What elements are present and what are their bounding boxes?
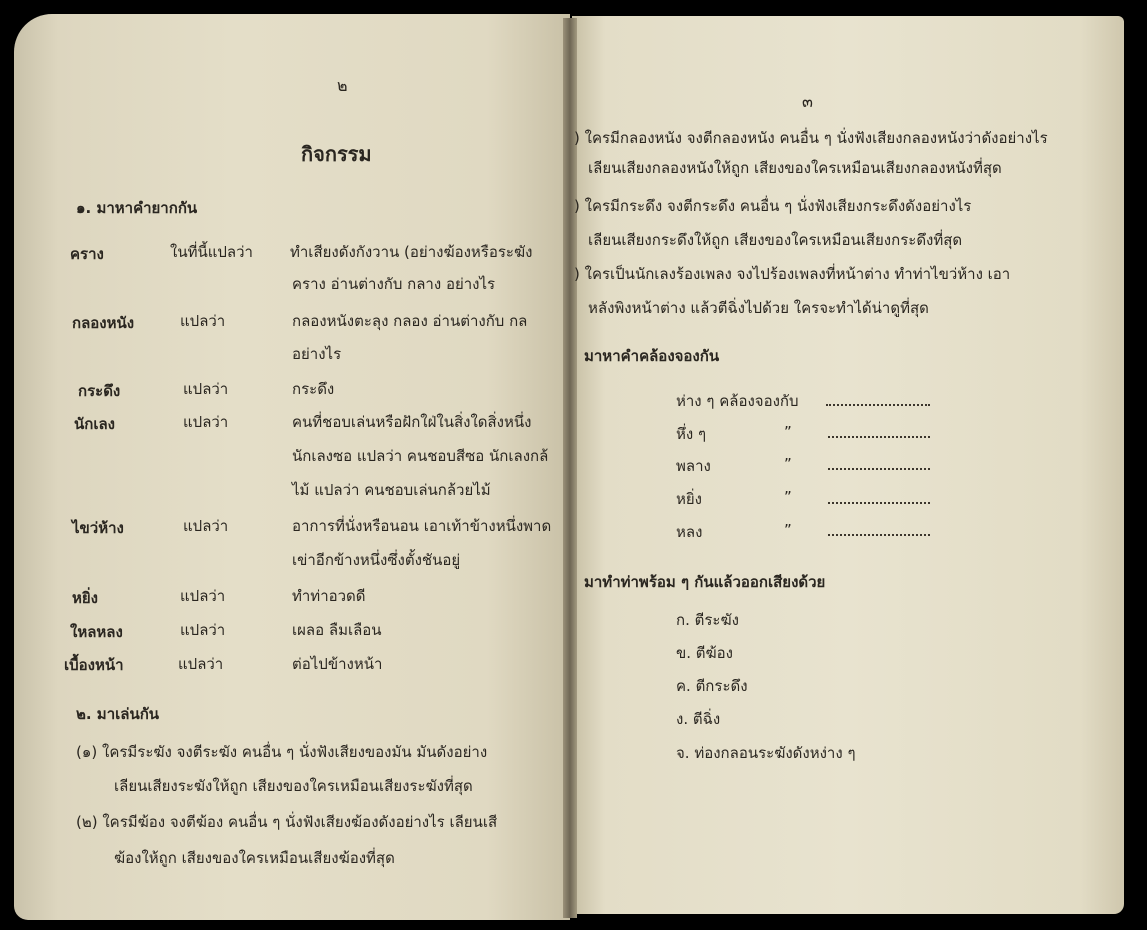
vocab-definition: ไม้ แปลว่า คนชอบเล่นกล้วยไม้ bbox=[292, 481, 491, 499]
vocab-gloss-label: แปลว่า bbox=[178, 655, 224, 673]
vocab-word: กลองหนัง bbox=[72, 314, 135, 332]
play-item-line: (๒) ใครมีฆ้อง จงตีฆ้อง คนอื่น ๆ นั่งฟังเสียงฆ้องดังอย่างไร เลียนเสี bbox=[76, 813, 498, 831]
section2-heading: ๒. มาเล่นกัน bbox=[76, 705, 160, 723]
activity-line: ) ใครเป็นนักเลงร้องเพลง จงไปร้องเพลงที่หน้าต่าง ทำท่าไขว่ห้าง เอา bbox=[574, 265, 1011, 283]
vocab-gloss-label: ในที่นี้แปลว่า bbox=[170, 243, 253, 261]
vocab-gloss-label: แปลว่า bbox=[180, 587, 226, 605]
vocab-word: เบื้องหน้า bbox=[64, 656, 124, 674]
rhyme-answer-blank bbox=[826, 404, 930, 406]
vocab-word: ใหลหลง bbox=[70, 623, 123, 641]
left-page-title: กิจกรรม bbox=[301, 142, 372, 166]
book-gutter bbox=[563, 18, 577, 918]
rhyme-word: หยิ่ง bbox=[676, 490, 703, 508]
vocab-definition: เข่าอีกข้างหนึ่งซึ่งตั้งชันอยู่ bbox=[292, 551, 461, 569]
ditto-mark: ” bbox=[784, 455, 792, 473]
right-page-number: ๓ bbox=[802, 92, 813, 111]
section1-heading: ๑. มาหาคำยากกัน bbox=[76, 199, 198, 217]
ditto-mark: ” bbox=[784, 423, 792, 441]
activity-line: เลียนเสียงกลองหนังให้ถูก เสียงของใครเหมือนเสียงกลองหนังที่สุด bbox=[588, 159, 1002, 177]
sound-item: ก. ตีระฆัง bbox=[676, 611, 739, 629]
vocab-definition: กระดึง bbox=[292, 380, 335, 398]
sound-item: ง. ตีฉิ่ง bbox=[676, 710, 721, 728]
vocab-definition: ทำท่าอวดดี bbox=[292, 587, 366, 605]
vocab-word: กระดึง bbox=[78, 382, 121, 400]
rhyme-word: หลง bbox=[676, 523, 703, 541]
vocab-definition: ต่อไปข้างหน้า bbox=[292, 655, 383, 673]
vocab-definition: กลองหนังตะลุง กลอง อ่านต่างกับ กล bbox=[292, 312, 528, 330]
play-item-line: ฆ้องให้ถูก เสียงของใครเหมือนเสียงฆ้องที่สุด bbox=[114, 849, 395, 867]
vocab-gloss-label: แปลว่า bbox=[183, 380, 229, 398]
rhyme-heading: มาหาคำคล้องจองกัน bbox=[584, 347, 720, 365]
sound-item: ค. ตีกระดึง bbox=[676, 677, 748, 695]
vocab-word: หยิ่ง bbox=[72, 589, 99, 607]
vocab-word: คราง bbox=[70, 245, 104, 263]
vocab-gloss-label: แปลว่า bbox=[180, 312, 226, 330]
rhyme-word: ห่าง ๆ คล้องจองกับ bbox=[676, 392, 799, 410]
vocab-gloss-label: แปลว่า bbox=[183, 517, 229, 535]
sound-item: จ. ท่องกลอนระฆังดังหง่าง ๆ bbox=[676, 744, 856, 762]
sound-item: ข. ตีฆ้อง bbox=[676, 644, 733, 662]
vocab-gloss-label: แปลว่า bbox=[180, 621, 226, 639]
play-item-line: (๑) ใครมีระฆัง จงตีระฆัง คนอื่น ๆ นั่งฟังเสียงของมัน มันดังอย่าง bbox=[76, 743, 488, 761]
left-page-number: ๒ bbox=[337, 76, 348, 95]
rhyme-word: หึ่ง ๆ bbox=[676, 425, 707, 443]
vocab-definition: อาการที่นั่งหรือนอน เอาเท้าข้างหนึ่งพาด bbox=[292, 517, 552, 535]
vocab-gloss-label: แปลว่า bbox=[183, 413, 229, 431]
activity-line: หลังพิงหน้าต่าง แล้วตีฉิ่งไปด้วย ใครจะทำได้น่าดูที่สุด bbox=[588, 299, 929, 317]
vocab-definition: อย่างไร bbox=[292, 345, 342, 363]
activity-line: ) ใครมีกระดึง จงตีกระดึง คนอื่น ๆ นั่งฟังเสียงกระดึงดังอย่างไร bbox=[574, 197, 972, 215]
vocab-word: นักเลง bbox=[74, 415, 115, 433]
rhyme-answer-blank bbox=[828, 534, 930, 536]
vocab-definition: คราง อ่านต่างกับ กลาง อย่างไร bbox=[292, 275, 496, 293]
activity-line: ) ใครมีกลองหนัง จงตีกลองหนัง คนอื่น ๆ นั่งฟังเสียงกลองหนังว่าดังอย่างไร bbox=[574, 129, 1048, 147]
ditto-mark: ” bbox=[784, 521, 792, 539]
activity-line: เลียนเสียงกระดึงให้ถูก เสียงของใครเหมือนเสียงกระดึงที่สุด bbox=[588, 231, 963, 249]
rhyme-answer-blank bbox=[828, 502, 930, 504]
rhyme-answer-blank bbox=[828, 436, 930, 438]
rhyme-answer-blank bbox=[828, 468, 930, 470]
vocab-definition: คนที่ชอบเล่นหรือฝักใฝ่ในสิ่งใดสิ่งหนึ่ง bbox=[292, 413, 532, 431]
sound-heading: มาทำท่าพร้อม ๆ กันแล้วออกเสียงด้วย bbox=[584, 573, 826, 591]
vocab-definition: ทำเสียงดังกังวาน (อย่างฆ้องหรือระฆัง bbox=[290, 243, 533, 261]
ditto-mark: ” bbox=[784, 488, 792, 506]
right-page bbox=[572, 16, 1124, 914]
vocab-definition: เผลอ ลืมเลือน bbox=[292, 621, 382, 639]
rhyme-word: พลาง bbox=[676, 457, 711, 475]
vocab-definition: นักเลงซอ แปลว่า คนชอบสีซอ นักเลงกล้ bbox=[292, 447, 549, 465]
vocab-word: ไขว่ห้าง bbox=[72, 519, 124, 537]
play-item-line: เลียนเสียงระฆังให้ถูก เสียงของใครเหมือนเสียงระฆังที่สุด bbox=[114, 777, 473, 795]
